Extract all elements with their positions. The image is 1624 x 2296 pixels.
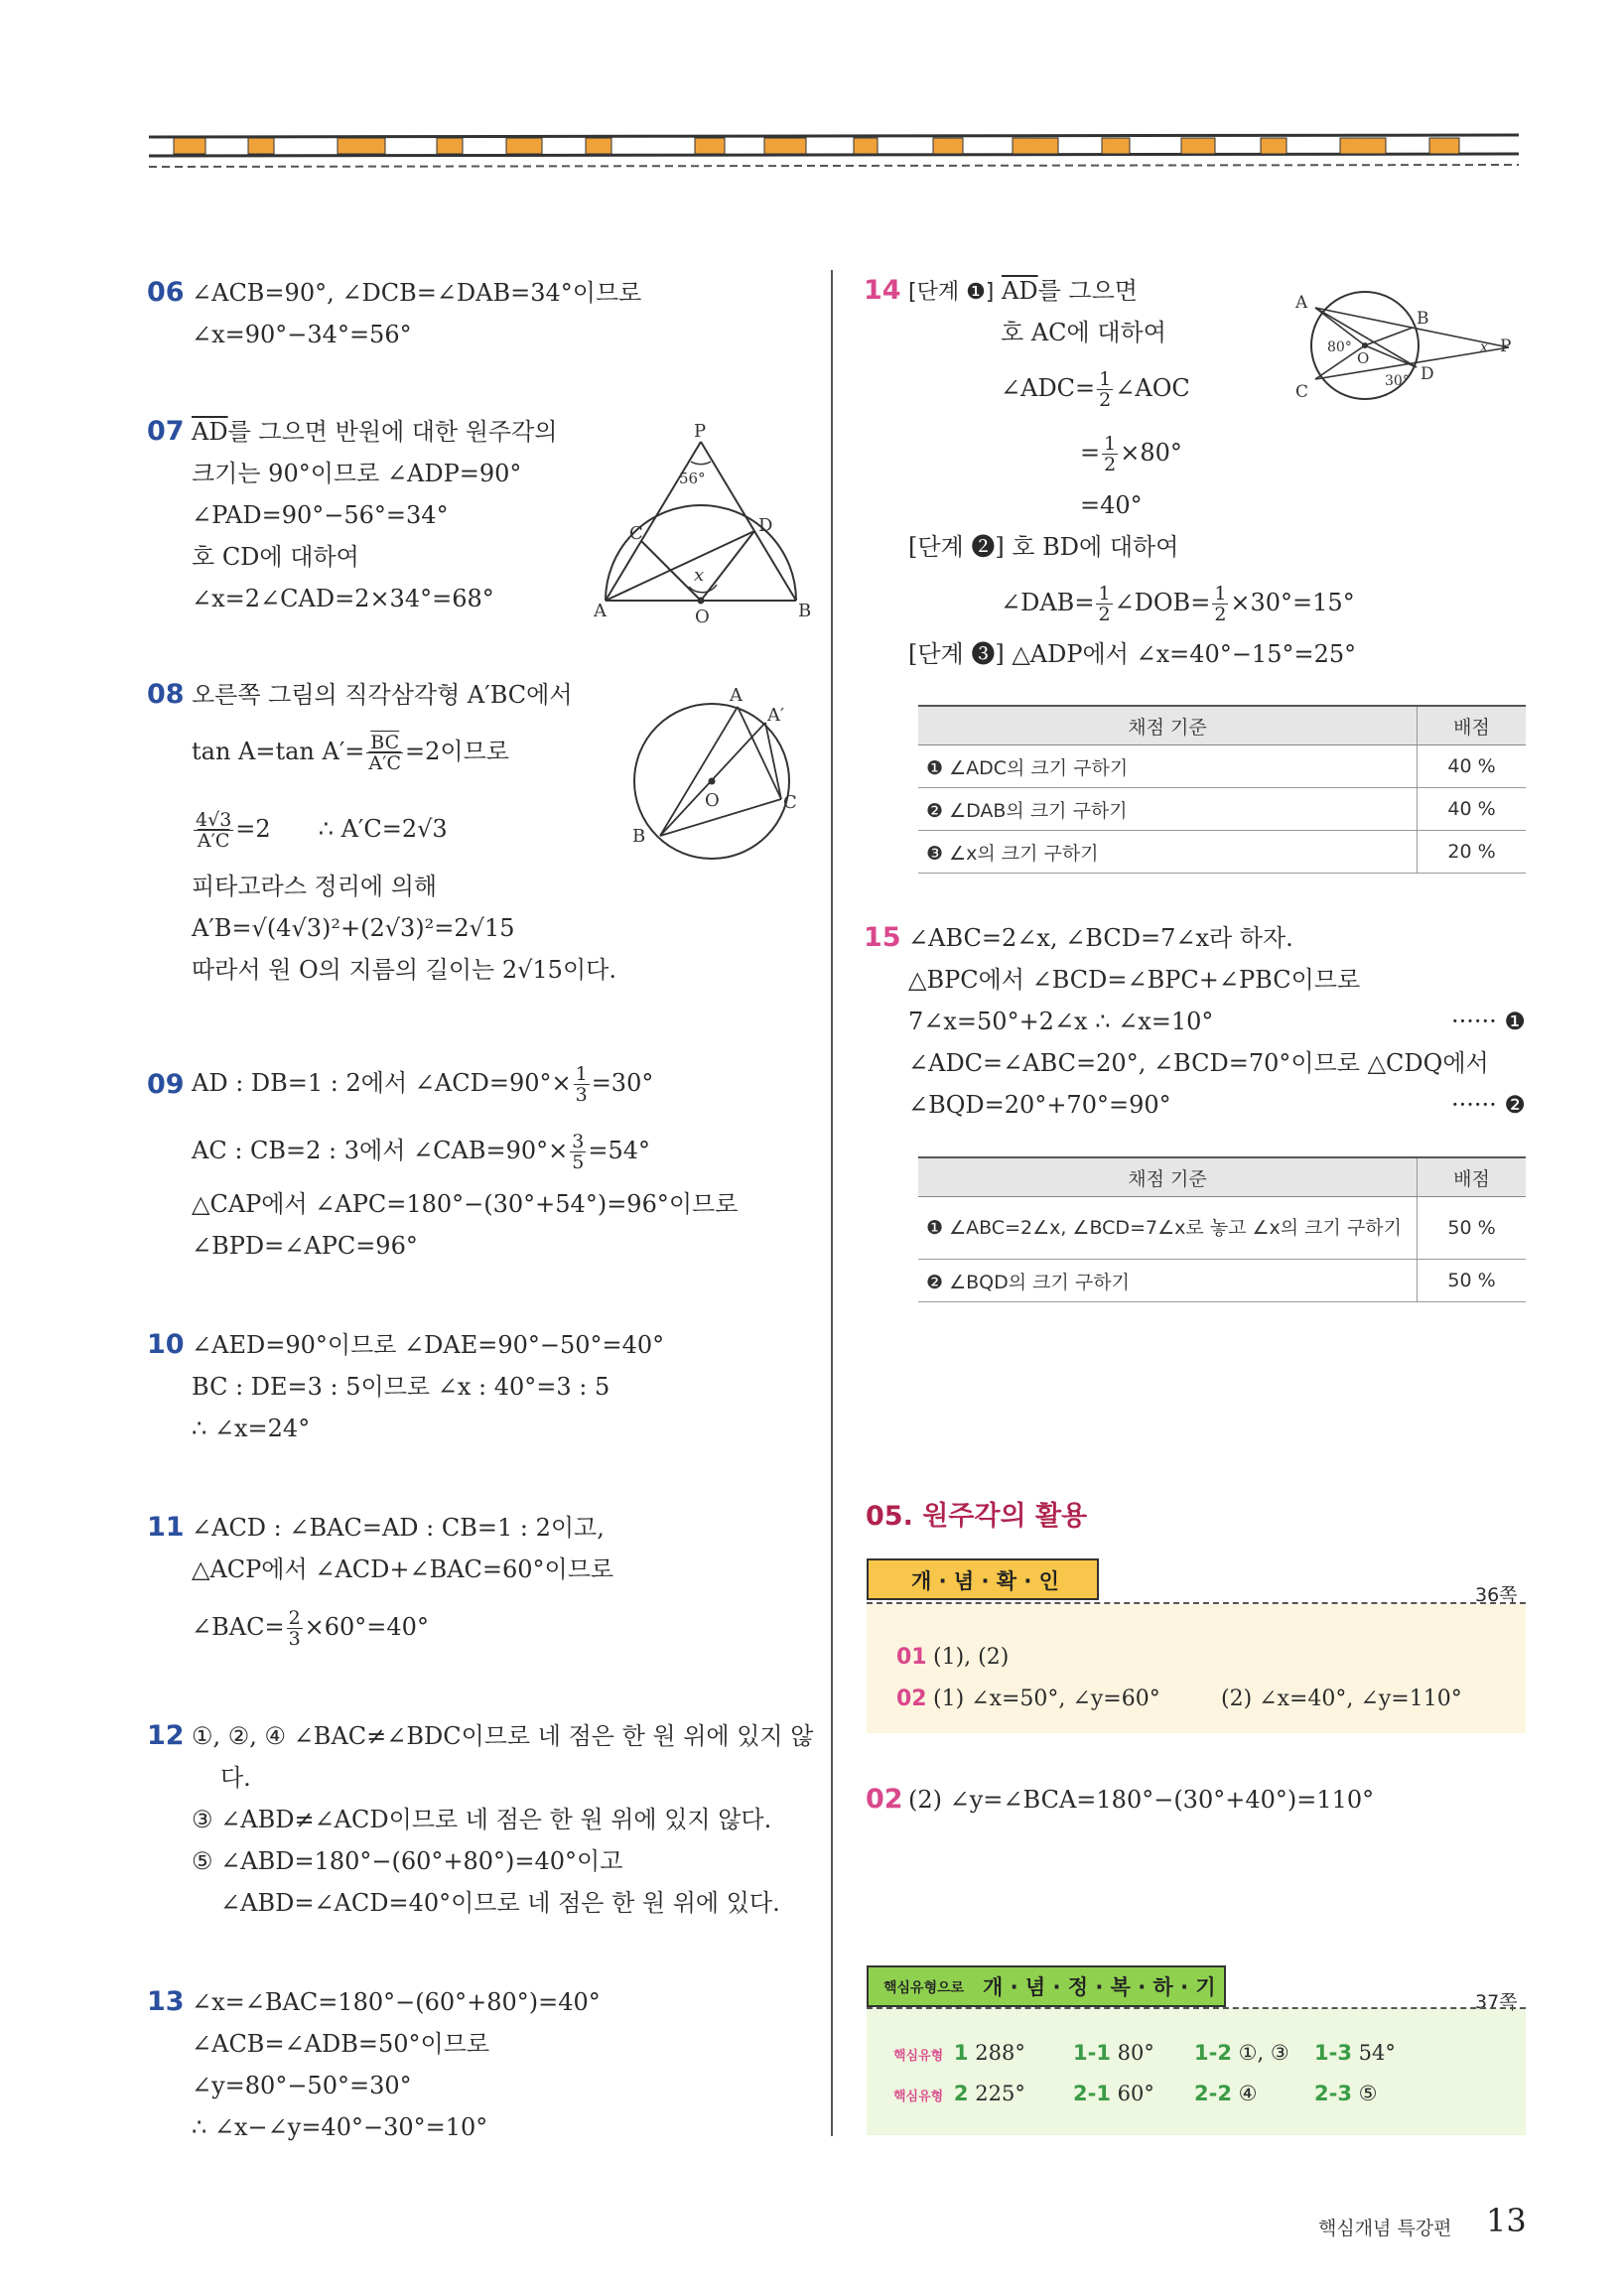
text-fragment: ×80° [1120, 439, 1182, 467]
answer-text: (2) ∠x=40°, ∠y=110° [1221, 1687, 1462, 1711]
text-fragment: ×30°=15° [1230, 589, 1355, 616]
label-A: A [1295, 293, 1308, 313]
type-label: 핵심유형 [893, 2049, 944, 2064]
text-line [192, 1608, 429, 1649]
numerator: 1 [575, 1063, 588, 1085]
answer-text: (1), (2) [933, 1645, 1010, 1670]
section-title: 05. 원주각의 활용 [866, 1501, 1088, 1532]
text-fragment: ∠DAB= [1001, 589, 1095, 616]
table-row [918, 1260, 1526, 1302]
footer-book-title: 핵심개념 특강편 [1318, 2218, 1452, 2239]
review-item [1073, 2082, 1154, 2105]
text-line: 오른쪽 그림의 직각삼각형 A′BC에서 [192, 681, 573, 709]
answer-number: 1 [953, 2041, 969, 2065]
fraction [1102, 434, 1118, 474]
type-label: 핵심유형 [893, 2090, 944, 2104]
answer-value: 60° [1117, 2082, 1154, 2105]
figure-14 [1286, 280, 1524, 409]
denominator: 2 [1099, 389, 1112, 411]
text-line: 따라서 원 O의 지름의 길이는 2√15이다. [192, 956, 616, 984]
fraction [1096, 584, 1112, 624]
answer-value: ⑤ [1358, 2082, 1378, 2105]
text-line: BC : DE=3 : 5이므로 ∠x : 40°=3 : 5 [192, 1373, 610, 1401]
text-line: ∠ACB=90°, ∠DCB=∠DAB=34°이므로 [192, 279, 642, 307]
table-header: 채점 기준 [918, 1157, 1418, 1197]
answer-number: 2 [953, 2082, 969, 2105]
text-line: ∠ACD : ∠BAC=AD : CB=1 : 2이고, [192, 1514, 605, 1542]
text-fragment: =54° [588, 1137, 650, 1164]
label-C: C [629, 523, 643, 544]
text-line: ∠AED=90°이므로 ∠DAE=90°−50°=40° [192, 1331, 665, 1359]
denominator: A′C [197, 830, 230, 852]
table-row [918, 831, 1526, 874]
review-box [867, 2008, 1526, 2135]
concept-tag-label: 개 · 념 · 확 · 인 [911, 1569, 1059, 1593]
review-page: 37쪽 [1475, 1991, 1518, 2013]
problem-number: 08 [147, 679, 185, 710]
review-item [1073, 2041, 1154, 2065]
label-P: P [1500, 337, 1512, 356]
text-fragment: AC : CB=2 : 3에서 ∠CAB=90°× [192, 1137, 569, 1164]
label-30: 30° [1385, 373, 1410, 389]
label-x: x [694, 565, 705, 586]
answer-number: 2-1 [1073, 2082, 1111, 2105]
text-line: 다. [220, 1764, 251, 1792]
text-fragment: ∴ A′C=2√3 [318, 815, 448, 843]
review-item [1194, 2082, 1257, 2105]
problem-number: 14 [864, 275, 901, 306]
answer-number: 1-2 [1194, 2041, 1232, 2065]
answer-value: 225° [975, 2082, 1025, 2105]
answer-value: 288° [975, 2041, 1025, 2065]
table-row [918, 788, 1526, 831]
text-line: 피타고라스 정리에 의해 [192, 873, 438, 900]
dashed-divider [867, 2007, 1526, 2009]
text-line [192, 733, 509, 773]
text-line: ∠x=90°−34°=56° [192, 321, 412, 348]
label-A-prime: A′ [767, 705, 785, 726]
text-line: ∠x=∠BAC=180°−(60°+80°)=40° [192, 1988, 601, 2016]
text-line: =40° [1080, 491, 1143, 519]
text-line [1001, 584, 1355, 624]
text-line: △CAP에서 ∠APC=180°−(30°+54°)=96°이므로 [192, 1190, 739, 1218]
numerator: 1 [1214, 583, 1227, 605]
text-line: ③ ∠ABD≠∠ACD이므로 네 점은 한 원 위에 있지 않다. [192, 1806, 772, 1833]
review-tag-small: 핵심유형으로 [883, 1980, 965, 1996]
review-row [893, 2041, 1025, 2065]
text-fragment: =2 [235, 815, 271, 843]
label-O: O [695, 607, 710, 627]
table-header-row [918, 706, 1526, 745]
fraction [366, 733, 403, 773]
table-cell: 50 % [1418, 1197, 1527, 1260]
numerator: $\overline{BC}$ [366, 733, 403, 753]
label-D: D [758, 515, 773, 536]
answer-number: 1-3 [1314, 2041, 1352, 2065]
text-fragment: ∠ADC= [1001, 374, 1096, 402]
text-line: ∠y=80°−50°=30° [192, 2072, 412, 2099]
table-header: 배점 [1418, 706, 1527, 745]
text-fragment: tan A=tan A′= [192, 738, 365, 765]
text-fragment: ×60°=40° [304, 1613, 429, 1641]
text-line: 호 AC에 대하여 [1001, 319, 1166, 346]
text-fragment: ∠BAC= [192, 1613, 285, 1641]
text-line: ∠ABD=∠ACD=40°이므로 네 점은 한 원 위에 있다. [220, 1889, 780, 1917]
denominator: A′C [368, 752, 401, 774]
numerator: 1 [1099, 368, 1112, 390]
table-cell: 40 % [1418, 788, 1527, 831]
text-line: ①, ②, ④ ∠BAC≠∠BDC이므로 네 점은 한 원 위에 있지 않 [192, 1722, 814, 1750]
text-line [192, 810, 448, 851]
text-line [192, 1132, 650, 1172]
text-line [1080, 434, 1182, 474]
text-line: 호 CD에 대하여 [192, 543, 359, 571]
answer-value: ①, ③ [1238, 2041, 1289, 2065]
text-line: ∴ ∠x=24° [192, 1415, 311, 1442]
answer-number: 1-1 [1073, 2041, 1111, 2065]
review-item [1194, 2041, 1289, 2065]
problem-number: 06 [147, 277, 185, 308]
fraction [1212, 584, 1228, 624]
numerator: 2 [288, 1607, 301, 1629]
text-line: △BPC에서 ∠BCD=∠BPC+∠PBC이므로 [908, 966, 1361, 994]
numerator: 1 [1098, 583, 1111, 605]
fraction [194, 810, 233, 851]
problem-number: 11 [147, 1512, 185, 1543]
table-cell: ❷ ∠DAB의 크기 구하기 [918, 788, 1418, 831]
table-cell: 20 % [1418, 831, 1527, 874]
label-B: B [632, 826, 646, 847]
fraction [1097, 369, 1113, 410]
label-x: x [1480, 339, 1488, 355]
step-label: [단계 ❶] [908, 280, 995, 305]
denominator: 3 [288, 1628, 301, 1650]
problem-number: 09 [147, 1069, 185, 1100]
denominator: 3 [575, 1084, 588, 1106]
figure-08 [620, 685, 819, 864]
problem-number: 02 [866, 1784, 903, 1815]
answer-number: 2-2 [1194, 2082, 1232, 2105]
text-line: A′B=√(4√3)²+(2√3)²=2√15 [192, 914, 515, 942]
problem-number: 10 [147, 1329, 185, 1360]
numerator: 4√3 [196, 809, 232, 831]
text-fragment: 를 그으면 [1037, 277, 1138, 305]
label-B: B [1417, 309, 1429, 329]
figure-07 [594, 422, 812, 635]
text-line: ∠ABC=2∠x, ∠BCD=7∠x라 하자. [908, 924, 1293, 952]
denominator: 5 [572, 1151, 585, 1173]
problem-number: 15 [864, 922, 901, 953]
table-cell: 40 % [1418, 745, 1527, 788]
text-fragment: ∠DOB= [1114, 589, 1211, 616]
answer-number: 2-3 [1314, 2082, 1352, 2105]
text-fragment: =30° [591, 1069, 654, 1097]
table-row [918, 745, 1526, 788]
text-line [192, 417, 558, 447]
text-line: 크기는 90°이므로 ∠ADP=90° [192, 460, 522, 487]
label-C: C [1295, 382, 1309, 402]
text-line: ∠ADC=∠ABC=20°, ∠BCD=70°이므로 △CDQ에서 [908, 1049, 1489, 1077]
table-cell: ❸ ∠x의 크기 구하기 [918, 831, 1418, 874]
answer-number: 01 [896, 1645, 927, 1670]
text-fragment: =2이므로 [405, 738, 509, 765]
text-fragment: 를 그으면 반원에 대한 원주각의 [227, 418, 558, 446]
label-O: O [1357, 349, 1370, 367]
denominator: 2 [1214, 604, 1227, 625]
text-line: △ACP에서 ∠ACD+∠BAC=60°이므로 [192, 1555, 614, 1583]
label-A: A [730, 685, 743, 706]
denominator: 2 [1104, 454, 1117, 475]
column-divider [831, 270, 833, 2136]
step-marker: ······ ❷ [1451, 1091, 1526, 1119]
denominator: 2 [1098, 604, 1111, 625]
text-line: (2) ∠y=∠BCA=180°−(30°+40°)=110° [908, 1786, 1375, 1814]
step-marker: ······ ❶ [1451, 1008, 1526, 1035]
problem-number: 13 [147, 1986, 185, 2017]
label-C: C [783, 792, 797, 813]
arc-symbol: $\overline{AD}$ [192, 418, 228, 446]
answer-value: 80° [1117, 2041, 1154, 2065]
dashed-divider [867, 1602, 1526, 1604]
text-line: [단계 ❷] 호 BD에 대하여 [908, 533, 1179, 561]
table-cell: ❷ ∠BQD의 크기 구하기 [918, 1260, 1418, 1302]
review-item [1314, 2041, 1396, 2065]
fraction [570, 1132, 586, 1172]
fraction [574, 1064, 590, 1105]
text-line: ∠BQD=20°+70°=90° [908, 1091, 1171, 1119]
table-cell: 50 % [1418, 1260, 1527, 1302]
table-cell: ❶ ∠ADC의 크기 구하기 [918, 745, 1418, 788]
label-P: P [694, 422, 707, 442]
table-header: 채점 기준 [918, 706, 1418, 745]
text-fragment: = [1080, 439, 1101, 467]
table-header-row [918, 1157, 1526, 1197]
numerator: 1 [1104, 433, 1117, 455]
answer-value: 54° [1358, 2041, 1396, 2065]
answer-value: ④ [1238, 2082, 1258, 2105]
grading-table-14 [918, 705, 1526, 874]
text-fragment: AD : DB=1 : 2에서 ∠ACD=90°× [192, 1069, 572, 1097]
text-line: ∴ ∠x−∠y=40°−30°=10° [192, 2113, 488, 2141]
text-line: ∠ACB=∠ADB=50°이므로 [192, 2030, 490, 2058]
numerator: 3 [572, 1131, 585, 1152]
text-fragment: ∠AOC [1115, 374, 1190, 402]
text-line: ∠BPD=∠APC=96° [192, 1232, 418, 1260]
answer-text: (1) ∠x=50°, ∠y=60° [933, 1687, 1160, 1711]
label-80: 80° [1327, 339, 1352, 355]
text-line [192, 1064, 653, 1105]
grading-table-15 [918, 1156, 1526, 1302]
label-O: O [705, 790, 720, 811]
answer-number: 02 [896, 1687, 927, 1711]
text-line: [단계 ❸] △ADP에서 ∠x=40°−15°=25° [908, 640, 1357, 668]
text-line: ∠PAD=90°−56°=34° [192, 501, 449, 529]
table-row [918, 1197, 1526, 1260]
label-D: D [1421, 364, 1434, 384]
review-item [1314, 2082, 1377, 2105]
table-header: 배점 [1418, 1157, 1527, 1197]
label-A: A [594, 601, 607, 621]
arc-symbol: $\overline{AD}$ [1002, 277, 1038, 305]
text-line [1001, 369, 1190, 410]
text-line: ⑤ ∠ABD=180°−(60°+80°)=40°이고 [192, 1847, 623, 1875]
page-number: 13 [1486, 2202, 1527, 2239]
review-tag-label: 개 · 념 · 정 · 복 · 하 · 기 [983, 1975, 1216, 1999]
text-line [908, 276, 1138, 308]
concept-page: 36쪽 [1475, 1584, 1518, 1606]
review-row [893, 2082, 1025, 2105]
fraction [287, 1608, 303, 1649]
text-line: ∠x=2∠CAD=2×34°=68° [192, 585, 494, 612]
header-band [0, 0, 1624, 179]
label-angle: 56° [679, 470, 706, 487]
label-B: B [798, 601, 812, 621]
problem-number: 12 [147, 1720, 185, 1751]
table-cell: ❶ ∠ABC=2∠x, ∠BCD=7∠x로 놓고 ∠x의 크기 구하기 [918, 1197, 1418, 1260]
problem-number: 07 [147, 416, 185, 447]
text-line: 7∠x=50°+2∠x ∴ ∠x=10° [908, 1008, 1214, 1035]
